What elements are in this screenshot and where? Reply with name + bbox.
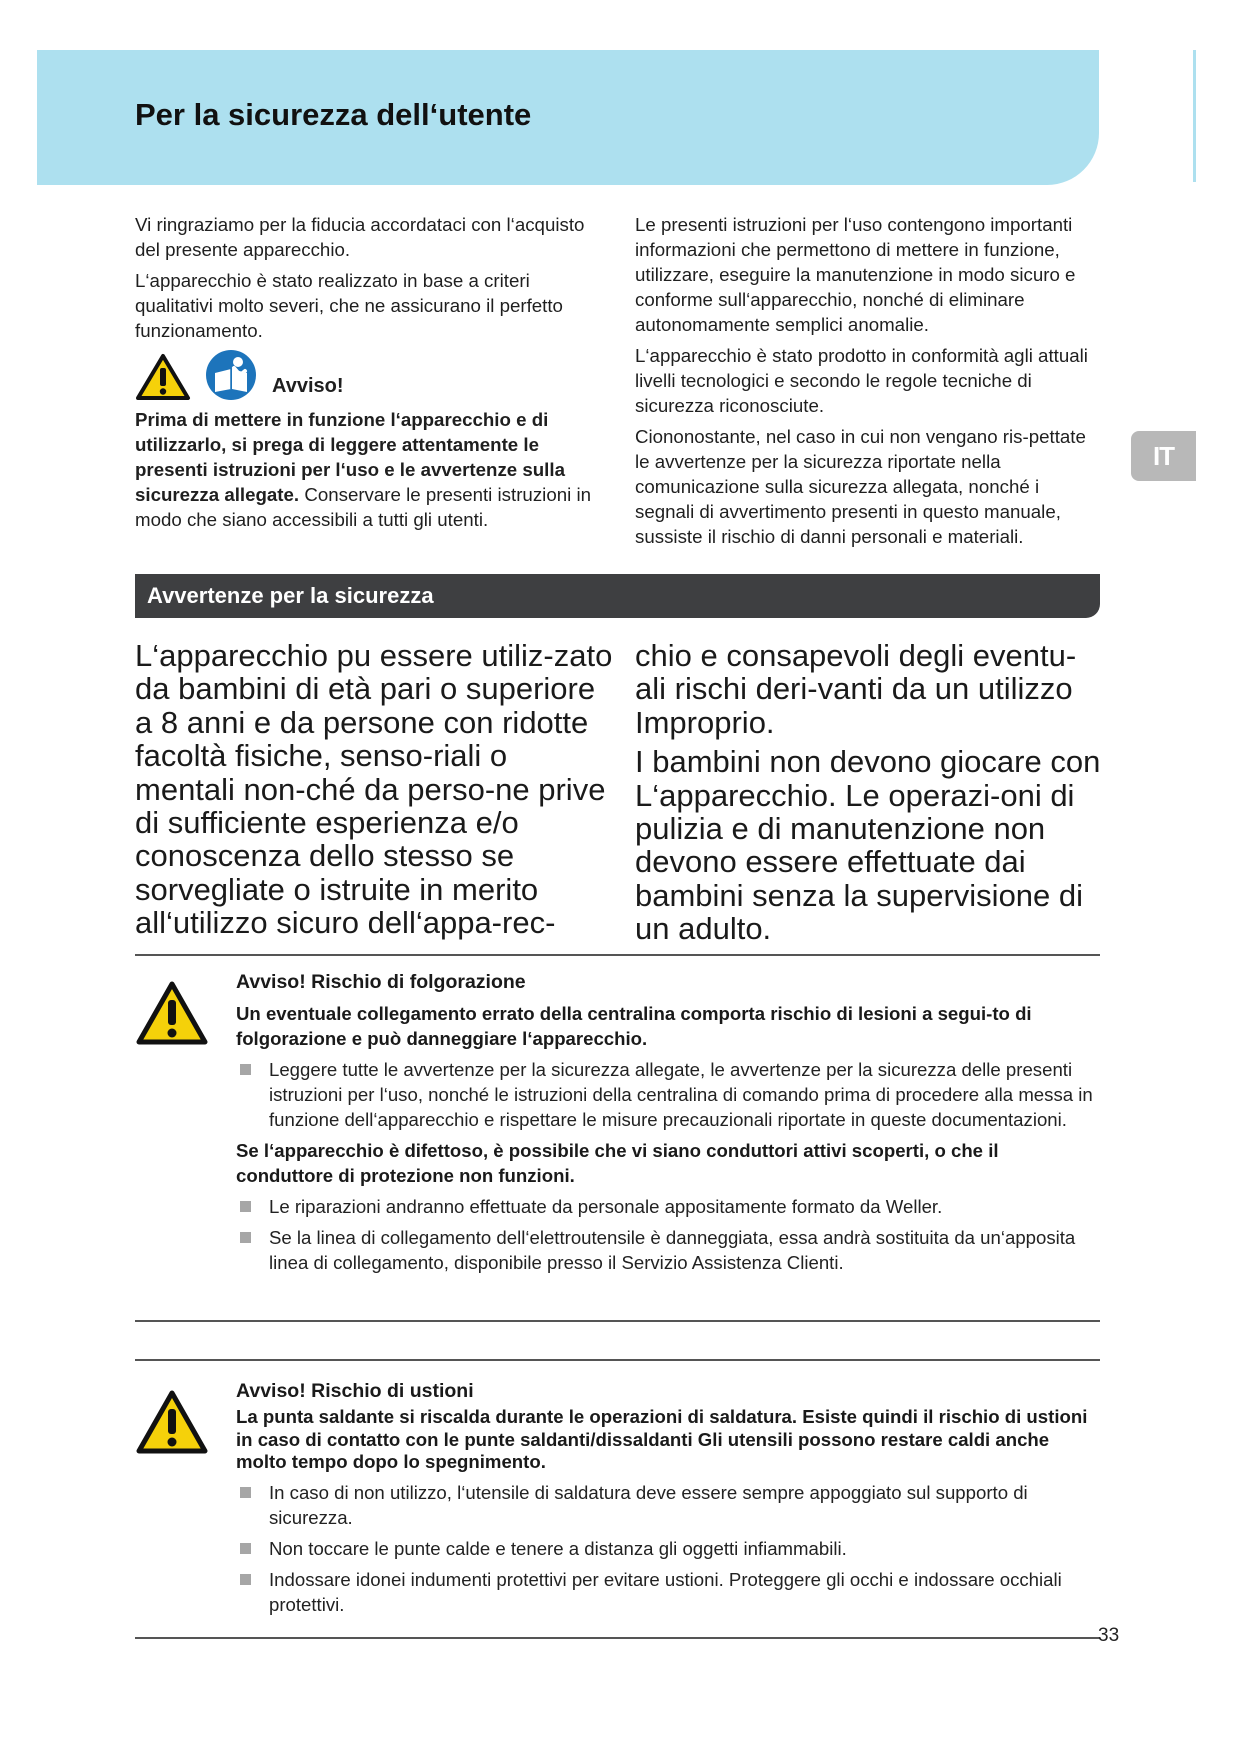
bullet-square-icon [240,1064,251,1075]
warning-lead: Se l‘apparecchio è difettoso, è possibile che vi siano conduttori attivi scoperti, o che il conduttore di protezione non funzioni. [236,1140,999,1186]
list-item [236,1194,1100,1219]
notice-icons [135,349,610,401]
warning-shock-body [236,970,1100,1281]
page-number: 33 [1098,1625,1120,1646]
warning-triangle-icon [135,353,191,401]
warning-lead: La punta saldante si riscalda durante le operazioni di saldatura. Esiste quindi il rischio di ustioni in caso di contatto con le punte saldanti/dissaldanti Gli utensili possono restare caldi anche molto tempo dopo lo spegnimento. [236,1406,1088,1472]
bullet-square-icon [240,1574,251,1585]
warning-list [236,1480,1100,1617]
notice-bold-text: Prima di mettere in funzione l‘apparecchio e di utilizzarlo, si prega di leggere attentamente le presenti istruzioni per l‘uso e le avvertenze sulla sicurezza allegate. [135,409,565,505]
notice-text [135,407,610,532]
list-item-text: Non toccare le punte calde e tenere a distanza gli oggetti infiammabili. [269,1537,847,1559]
divider [135,954,1100,956]
list-item-text: Leggere tutte le avvertenze per la sicurezza allegate, le avvertenze per la sicurezza delle presenti istruzioni per l‘uso, nonché le istruzioni della centralina di comando prima di procedere alla messa in funzione dell‘apparecchio e rispettare le misure precauzionali riportate in queste documentazioni. [269,1059,1093,1130]
list-item-text: In caso di non utilizzo, l‘utensile di saldatura deve essere sempre appoggiato sul supporto di sicurezza. [269,1481,1028,1528]
intro-left-column [135,212,610,538]
warning-triangle-icon [135,980,209,1046]
footer-divider [135,1637,1100,1639]
children-notice-text: I bambini non devono giocare con L‘apparecchio. Le operazi-oni di pulizia e di manutenzione non devono essere effettuate dai bambini senza la supervisione di un adulto. [635,744,1101,947]
list-item-text: Indossare idonei indumenti protettivi per evitare ustioni. Proteggere gli occhi e indossare occhiali protettivi. [269,1568,1062,1615]
children-notice-left [135,639,615,946]
list-item-text: Se la linea di collegamento dell‘elettroutensile è danneggiata, essa andrà sostituita da un‘apposita linea di collegamento, disponibile presso il Servizio Assistenza Clienti. [269,1227,1076,1273]
edge-rule [1193,50,1196,182]
list-item [236,1480,1100,1530]
warning-list [236,1057,1100,1132]
children-notice-right [635,639,1105,952]
bullet-square-icon [240,1487,251,1498]
read-manual-icon [205,349,257,401]
divider [135,1359,1100,1361]
intro-paragraph: Ciononostante, nel caso in cui non vengano ris-pettate le avvertenze per la sicurezza riportate nella comunicazione sulla sicurezza allegata, nonché i segnali di avvertimento presenti in questo manuale, sussiste il rischio di danni personali e materiali. [635,426,1086,547]
warning-triangle-icon [135,1389,209,1455]
list-item [236,1057,1100,1132]
intro-paragraph: L‘apparecchio è stato prodotto in conformità agli attuali livelli tecnologici e secondo le regole tecniche di sicurezza riconosciute. [635,345,1088,416]
notice-label: Avviso! [272,375,344,397]
intro-right-column [635,212,1100,555]
bullet-square-icon [240,1232,251,1243]
warning-title: Avviso! Rischio di ustioni [236,1380,474,1402]
divider [135,1320,1100,1322]
intro-paragraph: Le presenti istruzioni per l‘uso contengono importanti informazioni che permettono di mettere in funzione, utilizzare, eseguire la manutenzione in modo sicuro e conforme sull‘apparecchio, nonché di eliminare autonomamente semplici anomalie. [635,214,1076,335]
list-item [236,1536,1100,1561]
bullet-square-icon [240,1201,251,1212]
list-item [236,1567,1100,1617]
list-item-text: Le riparazioni andranno effettuate da personale appositamente formato da Weller. [269,1196,943,1217]
language-tab[interactable]: IT [1131,431,1196,481]
section-heading-bar: Avvertenze per la sicurezza [135,574,1100,618]
intro-paragraph: Vi ringraziamo per la fiducia accordataci con l‘acquisto del presente apparecchio. [135,214,585,260]
children-notice-text: L‘apparecchio pu essere utiliz-zato da bambini di età pari o superiore a 8 anni e da persone con ridotte facoltà fisiche, senso-riali o mentali non-ché da perso-ne prive di sufficiente esperienza e/o conoscenza dello stesso se sorvegliate o istruite in merito all‘utilizzo sicuro dell‘appa-rec- [135,638,613,941]
bullet-square-icon [240,1543,251,1554]
warning-lead: Un eventuale collegamento errato della centralina comporta rischio di lesioni a segui-to di folgorazione e può danneggiare l‘apparecchio. [236,1003,1032,1049]
warning-list [236,1194,1100,1275]
list-item [236,1225,1100,1275]
children-notice-text: chio e consapevoli degli eventu-ali rischi deri-vanti da un utilizzo Improprio. [635,638,1077,740]
intro-paragraph: L‘apparecchio è stato realizzato in base a criteri qualitativi molto severi, che ne assicurano il perfetto funzionamento. [135,270,563,341]
page-title: Per la sicurezza dell‘utente [135,97,532,132]
warning-title: Avviso! Rischio di folgorazione [236,971,526,993]
warning-burn-body [236,1379,1100,1623]
notice-normal-text: Conservare le presenti istruzioni in modo che siano accessibili a tutti gli utenti. [135,484,591,530]
